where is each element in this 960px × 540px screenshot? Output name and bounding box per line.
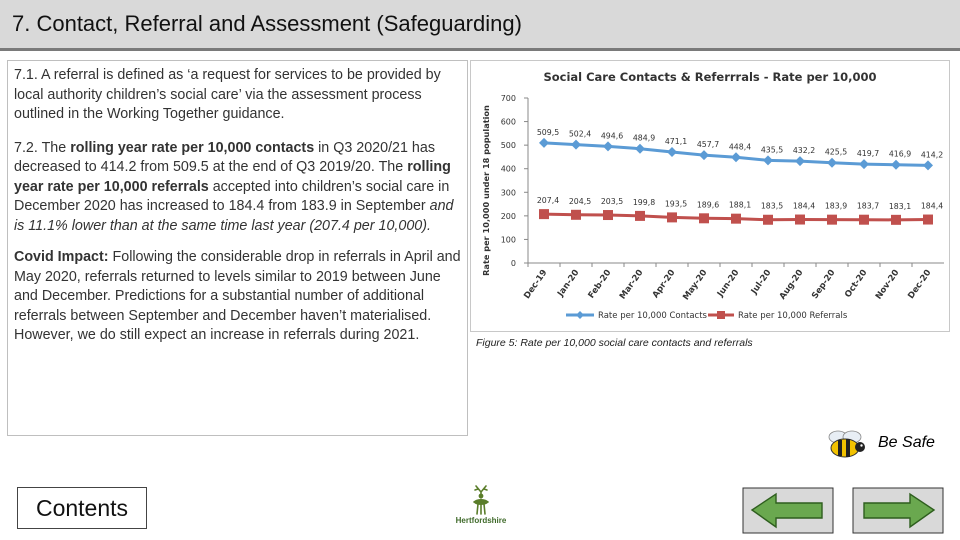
contacts-data-label: 416,9 (888, 149, 912, 159)
contacts-data-label: 471,1 (664, 136, 688, 146)
referrals-point (667, 212, 677, 222)
contacts-data-label: 457,7 (696, 140, 720, 150)
referrals-point (891, 215, 901, 225)
y-tick-label: 700 (500, 94, 516, 103)
x-tick-label: Aug-20 (777, 267, 806, 302)
referrals-data-label: 183,5 (760, 201, 784, 211)
contacts-data-label: 502,4 (568, 129, 592, 139)
forward-button[interactable] (852, 487, 944, 534)
x-tick-label: Dec-19 (522, 267, 550, 301)
referrals-data-label: 183,1 (888, 201, 912, 211)
contacts-data-label: 494,6 (600, 131, 624, 141)
referrals-point (795, 215, 805, 225)
paragraph-7-2-italic: and is 11.1% lower than at the same time last year (207.4 per 10,000). (14, 198, 454, 234)
x-tick-label: Nov-20 (873, 267, 902, 302)
x-tick-label: Sep-20 (810, 267, 838, 302)
chart-title: Social Care Contacts & Referrrals - Rate per 10,000 (543, 70, 877, 84)
referrals-data-label: 183,9 (824, 201, 848, 211)
logo-text: Hertfordshire (455, 516, 507, 525)
bee-icon (818, 428, 872, 462)
paragraph-7-2-text-2: in Q3 2020/21 has decreased to 414.2 from 509.5 at the end of Q3 2019/20. The (14, 139, 435, 175)
referrals-point (603, 210, 613, 220)
referrals-point (571, 210, 581, 220)
referrals-point (539, 209, 549, 219)
legend-referrals-marker (717, 311, 725, 319)
contacts-data-label: 448,4 (728, 142, 752, 152)
back-button[interactable] (742, 487, 834, 534)
referrals-data-label: 189,6 (696, 200, 720, 210)
y-tick-label: 200 (500, 211, 516, 221)
page-title: 7. Contact, Referral and Assessment (Safeguarding) (12, 11, 522, 36)
covid-impact-text: Following the considerable drop in referrals in April and May 2020, referrals returned to levels similar to 2019 between June and December. Predictions for a substantial number of additional referrals between September and December haven’t materialised. However, we do still expect an increase in referrals during 2021. (14, 249, 461, 343)
legend-referrals-label: Rate per 10,000 Referrals (738, 311, 848, 321)
referrals-point (699, 213, 709, 223)
contacts-data-label: 414,2 (920, 150, 944, 160)
stag-icon (446, 484, 516, 516)
be-safe-label: Be Safe (878, 434, 935, 451)
referrals-point (827, 215, 837, 225)
contacts-data-label: 484,9 (632, 133, 656, 143)
referrals-data-label: 183,7 (856, 201, 880, 211)
chart-svg (470, 60, 950, 332)
x-tick-label: Mar-20 (617, 267, 646, 302)
paragraph-covid-impact (14, 248, 461, 346)
header-bar (0, 0, 960, 50)
legend-contacts-label: Rate per 10,000 Contacts (598, 311, 707, 321)
x-tick-label: May-20 (681, 267, 710, 303)
hertfordshire-logo (446, 484, 516, 530)
contacts-data-label: 432,2 (792, 146, 816, 156)
x-tick-label: Jul-20 (749, 267, 774, 297)
paragraph-7-1-text: A referral is defined as ‘a request for services to be provided by local authority children’s social care’ via the assessment process outlined in the Working Together guidance. (14, 67, 441, 122)
covid-impact-heading: Covid Impact: (14, 249, 109, 265)
be-safe-badge (818, 428, 958, 462)
contacts-data-label: 425,5 (824, 147, 848, 157)
paragraph-7-2-bold-1: rolling year rate per 10,000 contacts (70, 139, 315, 156)
contents-button[interactable]: Contents (17, 487, 147, 529)
y-axis-label: Rate per 10,000 under 18 population (481, 105, 491, 276)
header-divider (0, 48, 960, 51)
y-tick-label: 300 (500, 188, 516, 198)
contacts-data-label: 435,5 (760, 145, 784, 155)
referrals-data-label: 199,8 (632, 197, 656, 207)
y-tick-label: 600 (500, 117, 516, 127)
referrals-data-label: 184,4 (920, 201, 944, 211)
x-tick-label: Jan-20 (555, 267, 582, 299)
y-tick-label: 500 (500, 141, 516, 151)
referrals-data-label: 193,5 (664, 199, 688, 209)
referrals-data-label: 207,4 (536, 196, 560, 206)
contacts-data-label: 509,5 (536, 127, 560, 137)
referrals-data-label: 188,1 (728, 200, 752, 210)
x-tick-label: Jun-20 (715, 267, 742, 299)
referrals-point (859, 215, 869, 225)
contacts-data-label: 419,7 (856, 149, 880, 159)
paragraph-7-2-heading: 7.2. (14, 139, 38, 156)
rate-chart (470, 60, 950, 332)
y-tick-label: 0 (510, 259, 516, 268)
referrals-data-label: 204,5 (568, 196, 592, 206)
x-tick-label: Dec-20 (906, 267, 934, 301)
referrals-point (763, 215, 773, 225)
referrals-data-label: 184,4 (792, 201, 816, 211)
paragraph-7-2 (14, 139, 461, 237)
paragraph-7-1 (14, 66, 461, 125)
referrals-data-label: 203,5 (600, 197, 624, 207)
paragraph-7-1-heading: 7.1. (14, 67, 38, 83)
paragraph-7-2-bold-2: rolling year rate per 10,000 referrals (14, 159, 451, 195)
x-tick-label: Apr-20 (650, 267, 678, 301)
referrals-point (635, 211, 645, 221)
x-tick-label: Oct-20 (843, 267, 870, 300)
paragraph-7-2-text-3: accepted into children’s social care in December 2020 has increased to 184.4 from 183.9 in September (14, 178, 450, 214)
paragraph-7-2-text-1: The (37, 139, 71, 156)
referrals-point (923, 215, 933, 225)
y-tick-label: 100 (500, 235, 516, 245)
x-tick-label: Feb-20 (586, 267, 614, 301)
referrals-point (731, 214, 741, 224)
y-tick-label: 400 (500, 164, 516, 174)
text-panel (7, 60, 468, 436)
figure-caption: Figure 5: Rate per 10,000 social care contacts and referrals (476, 337, 753, 349)
